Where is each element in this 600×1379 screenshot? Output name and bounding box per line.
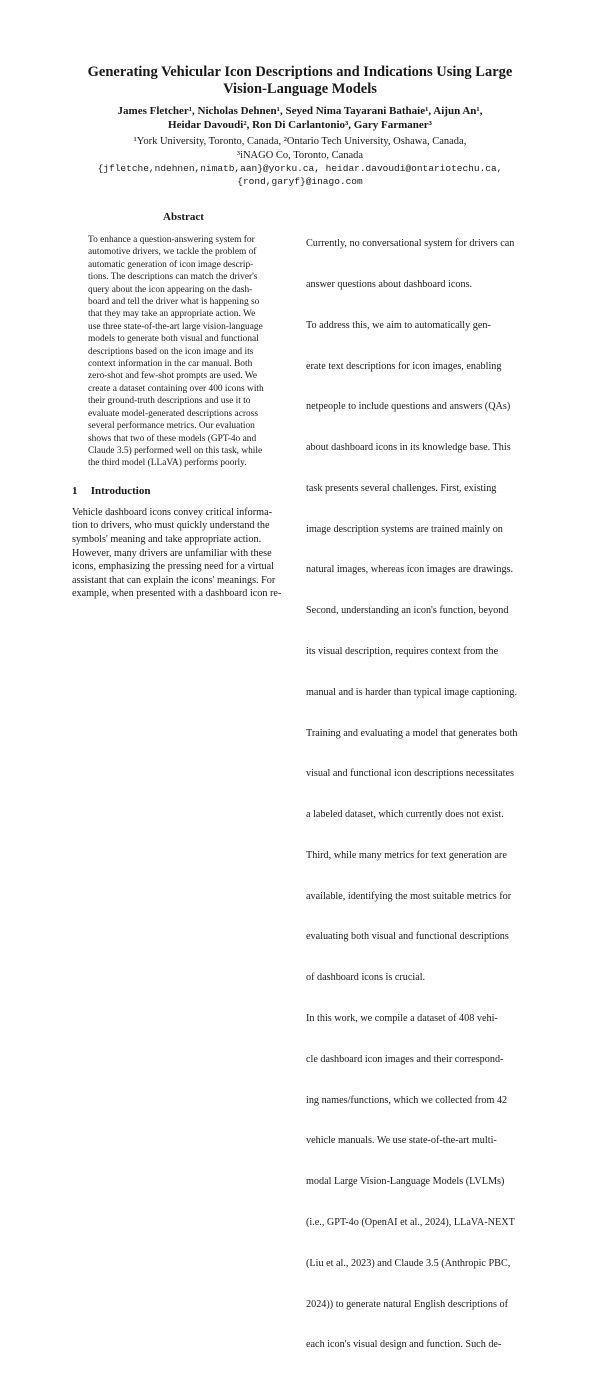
abstract-line: tions. The descriptions can match the driver's [88,272,258,283]
affiliation-line: ¹York University, Toronto, Canada, ²Ontario Tech University, Oshawa, Canada, [133,136,467,147]
title-line: Generating Vehicular Icon Descriptions and Indications Using Large [87,64,513,80]
body-line: its visual description, requires context from the [306,646,499,657]
body-line: available, identifying the most suitable metrics for [306,890,512,902]
left-column [72,210,295,601]
body-line: To address this, we aim to automatically gen- [306,319,491,331]
right-column [306,210,534,1379]
section-heading-introduction [72,484,295,498]
body-line: about dashboard icons in its knowledge base. This [306,442,511,454]
introduction-body [72,506,295,601]
abstract-line: that they may take an appropriate action. We [88,309,256,320]
body-line: In this work, we compile a dataset of 408 vehi- [306,1013,498,1025]
body-line: task presents several challenges. First, existing [306,482,497,494]
intro-line: icons, emphasizing the pressing need for a virtual [72,561,274,573]
body-line: Third, while many metrics for text generation are [306,849,507,861]
body-line: Training and evaluating a model that generates both [306,727,518,739]
section-title: Introduction [90,484,151,497]
body-line: Second, understanding an icon's function, beyond [306,605,509,617]
body-line: cle dashboard icon images and their correspond- [306,1053,504,1065]
affiliation-line: ³iNAGO Co, Toronto, Canada [236,149,364,161]
title-line: Vision-Language Models [223,81,377,97]
abstract-body [72,234,295,470]
author-line: James Fletcher¹, Nicholas Dehnen¹, Seyed Nima Tayarani Bathaie¹, Aijun An¹, [117,105,483,117]
abstract-line: automotive drivers, we tackle the problem of [88,247,257,258]
abstract-line: create a dataset containing over 400 icons with [88,383,264,394]
abstract-line: context information in the car manual. Both [88,359,253,370]
body-line: modal Large Vision-Language Models (LVLMs) [306,1176,505,1188]
abstract-line: evaluate model-generated descriptions across [88,408,258,419]
intro-line: However, many drivers are unfamiliar with these [72,547,272,559]
intro-line: example, when presented with a dashboard icon re- [72,588,282,600]
body-line: answer questions about dashboard icons. [306,278,473,290]
intro-line: assistant that can explain the icons' meanings. For [72,574,276,586]
abstract-line: use three state-of-the-art large vision-language [88,321,263,332]
body-line: 2024)) to generate natural English descriptions of [306,1298,508,1310]
body-line: vehicle manuals. We use state-of-the-art multi- [306,1135,497,1147]
body-line: ing names/functions, which we collected from 42 [306,1094,508,1106]
abstract-line: the third model (LLaVA) performs poorly. [88,458,247,469]
abstract-line: descriptions based on the icon image and its [88,346,254,357]
abstract-heading: Abstract [163,211,204,223]
section-number: 1 [72,484,78,497]
body-line: (i.e., GPT-4o (OpenAI et al., 2024), LLaVA-NEXT [306,1216,515,1228]
paper-title [60,64,540,98]
author-list [50,104,550,132]
body-line: a labeled dataset, which currently does not exist. [306,809,504,821]
email-line: {jfletche,ndehnen,nimatb,aan}@yorku.ca, heidar.davoudi@ontariotechu.ca, [97,163,503,174]
abstract-line: query about the icon appearing on the dash- [88,284,253,295]
abstract-line: To enhance a question-answering system for [88,235,255,245]
email-line: {rond,garyf}@inago.com [237,176,363,187]
abstract-line: their ground-truth descriptions and use it to [88,396,251,407]
body-line: evaluating both visual and functional descriptions [306,931,509,943]
body-line: visual and functional icon descriptions necessitates [306,768,514,780]
abstract-line: models to generate both visual and functional [88,334,259,345]
body-line: image description systems are trained mainly on [306,523,503,535]
author-line: Heidar Davoudi², Ron Di Carlantonio³, Gary Farmaner³ [168,119,432,131]
body-line: netpeople to include questions and answers (QAs) [306,401,511,413]
author-emails [50,162,550,188]
intro-line: tion to drivers, who must quickly understand the [72,520,270,532]
intro-line: Vehicle dashboard icons convey critical informa- [72,506,272,518]
body-line: each icon's visual design and function. Such de- [306,1339,502,1351]
body-line: natural images, whereas icon images are drawings. [306,564,514,576]
body-line: of dashboard icons is crucial. [306,972,426,984]
intro-line: symbols' meaning and take appropriate action. [72,533,262,545]
affiliations [50,135,550,162]
body-line: Currently, no conversational system for drivers can [306,238,515,250]
body-line: (Liu et al., 2023) and Claude 3.5 (Anthropic PBC, [306,1257,511,1269]
abstract-line: shows that two of these models (GPT-4o and [88,433,257,444]
abstract-line: Claude 3.5) performed well on this task, while [88,445,263,456]
abstract-line: zero-shot and few-shot prompts are used. We [88,371,258,382]
abstract-line: board and tell the driver what is happening so [88,297,260,308]
abstract-line: several performance metrics. Our evaluation [88,421,255,432]
body-line: manual and is harder than typical image captioning. [306,686,518,698]
abstract-line: automatic generation of icon image descrip- [88,259,254,270]
right-column-body [306,210,534,1379]
body-line: erate text descriptions for icon images, enabling [306,360,502,372]
